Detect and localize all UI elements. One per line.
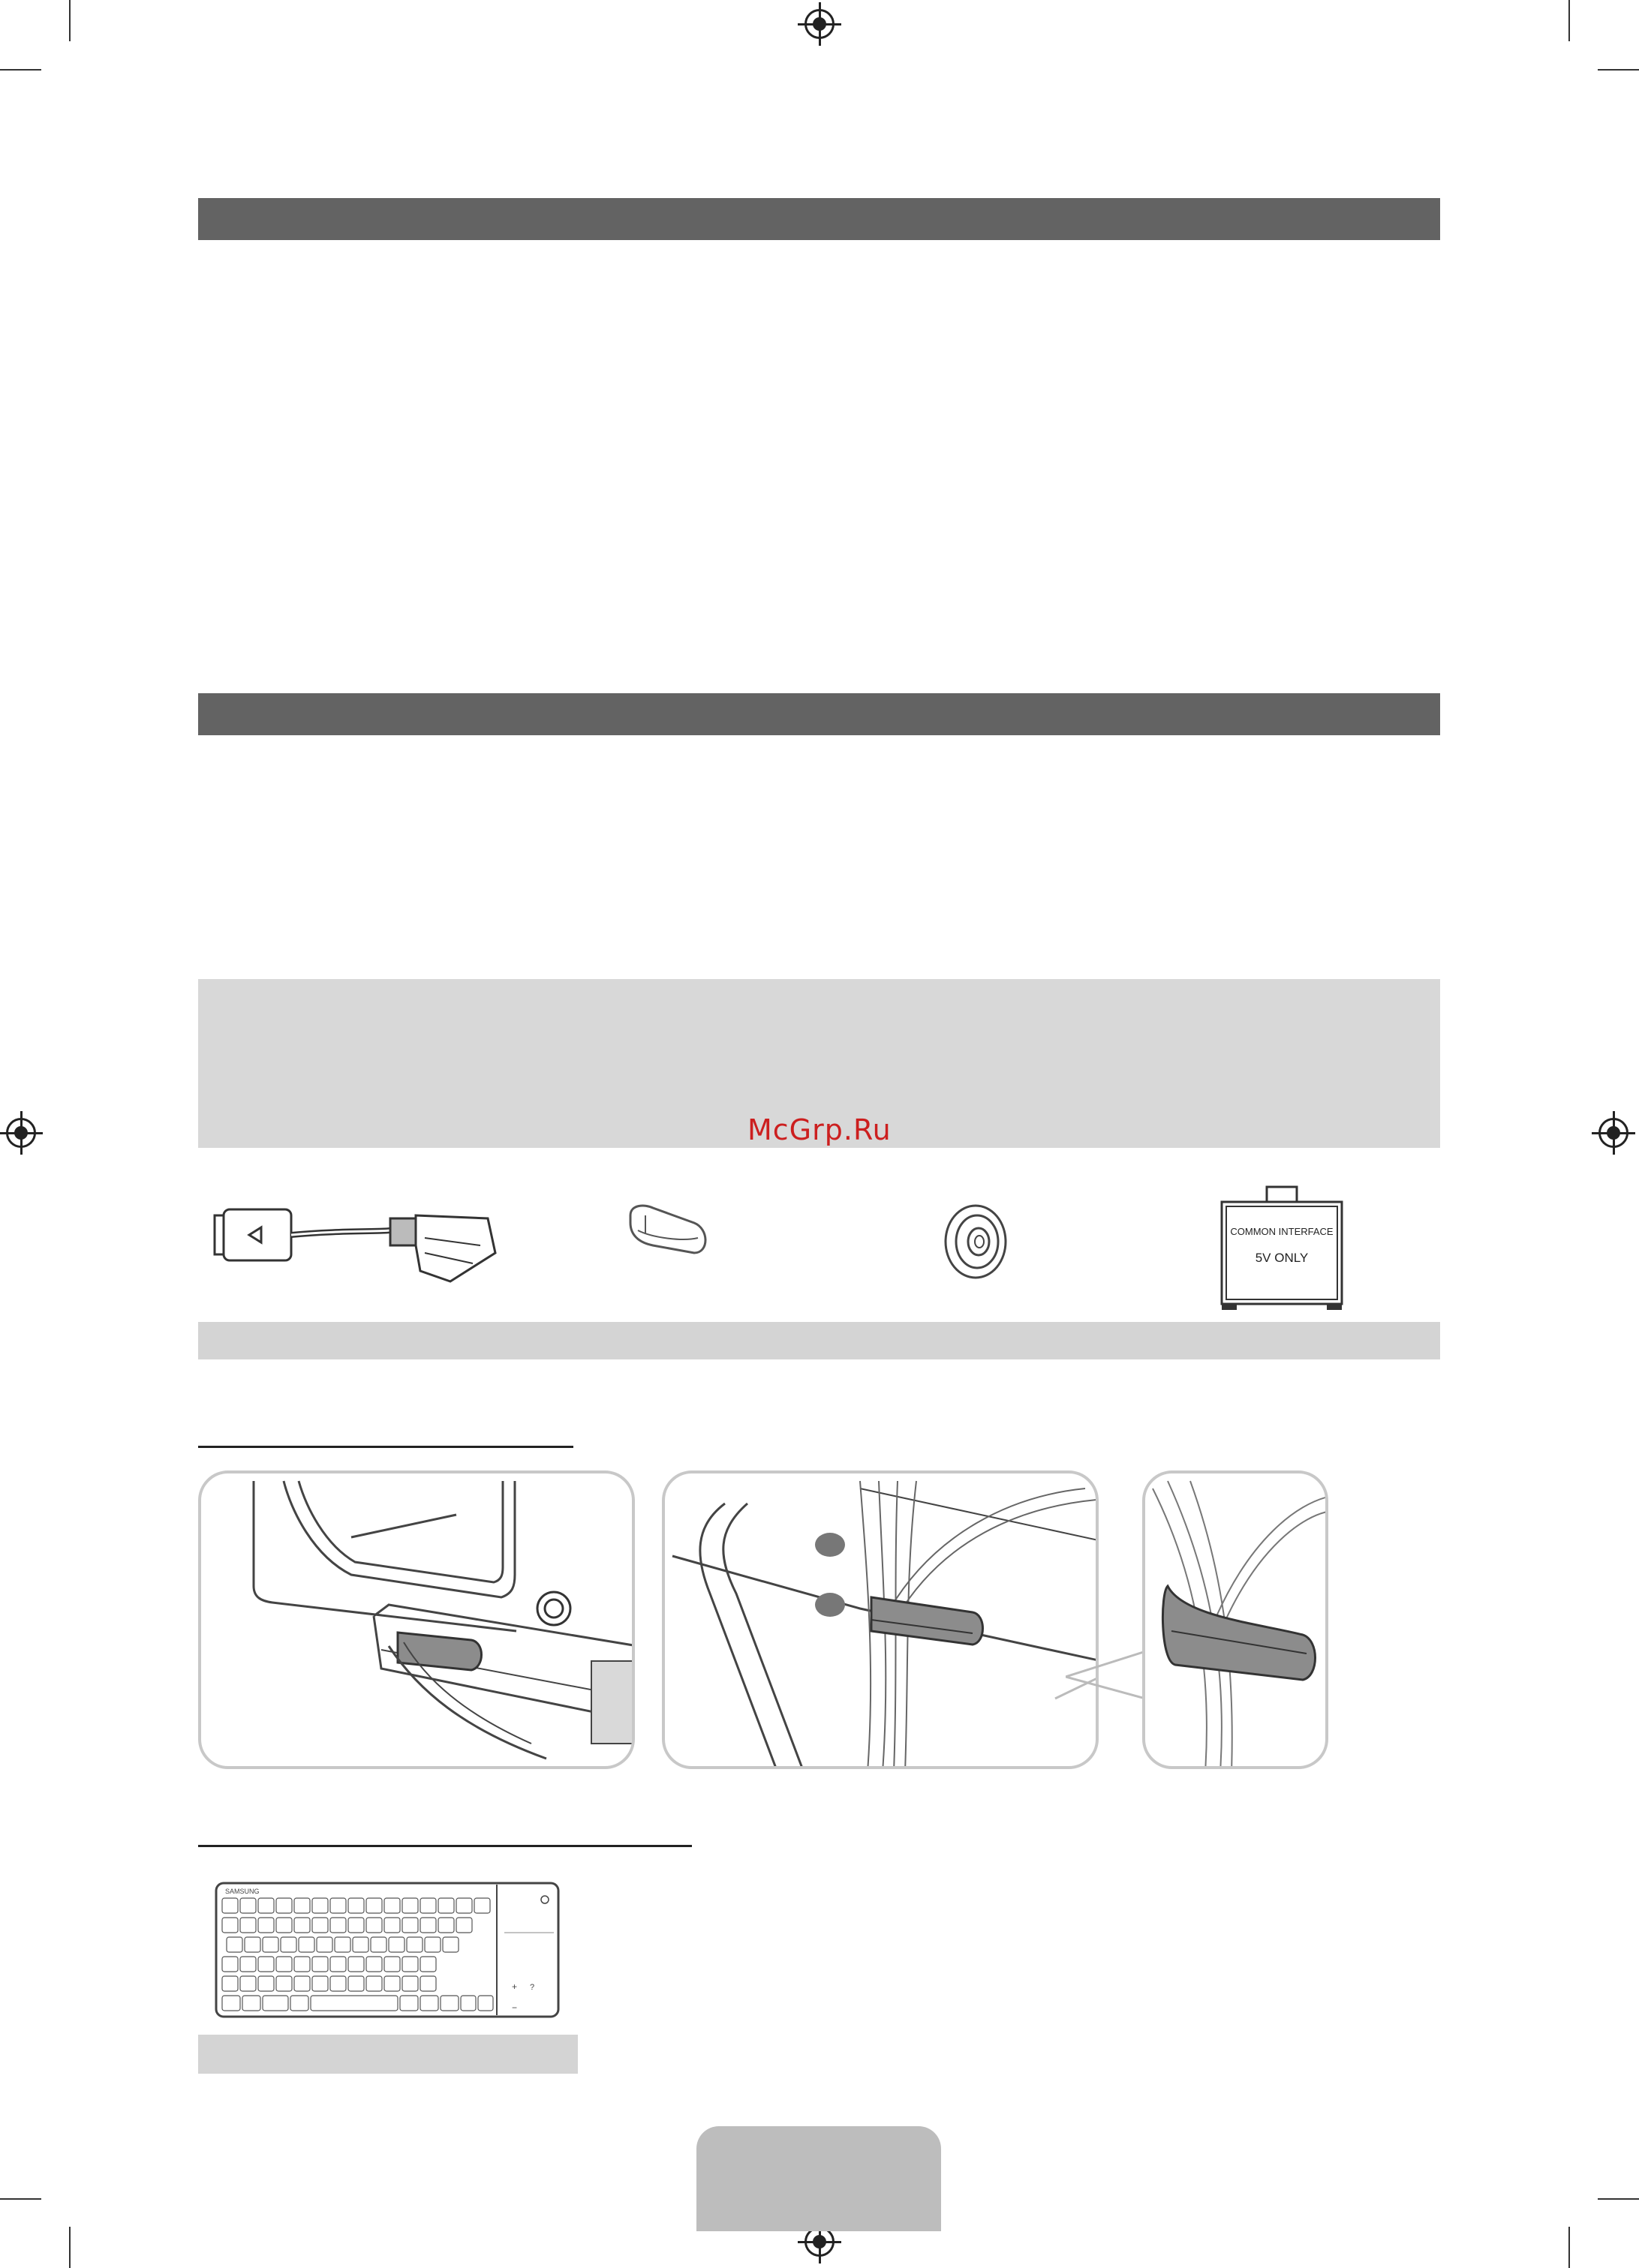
accessories-caption-bar xyxy=(198,1322,1440,1359)
watermark-text: McGrp.Ru xyxy=(747,1113,892,1146)
crop-mark xyxy=(0,2198,41,2200)
crop-mark xyxy=(69,2227,71,2268)
registration-mark-left xyxy=(6,1118,36,1148)
subsection-rule-1 xyxy=(198,1446,573,1448)
holder-install-panel-3-closeup xyxy=(1142,1470,1328,1769)
svg-text:−: − xyxy=(512,2002,518,2013)
ci-card-adapter-illustration xyxy=(1207,1184,1357,1311)
registration-mark-right xyxy=(1598,1118,1628,1148)
ci-card-label-1: COMMON INTERFACE xyxy=(1230,1226,1334,1237)
holder-install-panel-1 xyxy=(198,1470,635,1769)
section-header-bar-1 xyxy=(198,198,1440,240)
crop-mark xyxy=(1568,0,1570,41)
wireless-keyboard-illustration xyxy=(215,1882,560,2018)
crop-mark xyxy=(1598,69,1639,71)
subsection-rule-2 xyxy=(198,1845,692,1847)
crop-mark xyxy=(0,69,41,71)
cable-holder-illustration xyxy=(623,1200,713,1268)
crop-mark xyxy=(69,0,71,41)
keyboard-caption-bar xyxy=(198,2035,578,2074)
registration-mark-bottom xyxy=(804,2227,835,2257)
scart-cable-illustration xyxy=(203,1193,503,1290)
crop-mark xyxy=(1568,2227,1570,2268)
keyboard-brand-label: SAMSUNG xyxy=(225,1888,260,1895)
holder-ring-illustration xyxy=(938,1200,1013,1283)
ci-card-label-2: 5V ONLY xyxy=(1255,1251,1309,1265)
svg-text:+: + xyxy=(512,1981,518,1992)
holder-install-panel-2 xyxy=(662,1470,1099,1769)
crop-mark xyxy=(1598,2198,1639,2200)
registration-mark-top xyxy=(804,9,835,39)
section-header-bar-2 xyxy=(198,693,1440,735)
svg-text:?: ? xyxy=(530,1983,535,1992)
page-number-tab xyxy=(696,2126,941,2231)
